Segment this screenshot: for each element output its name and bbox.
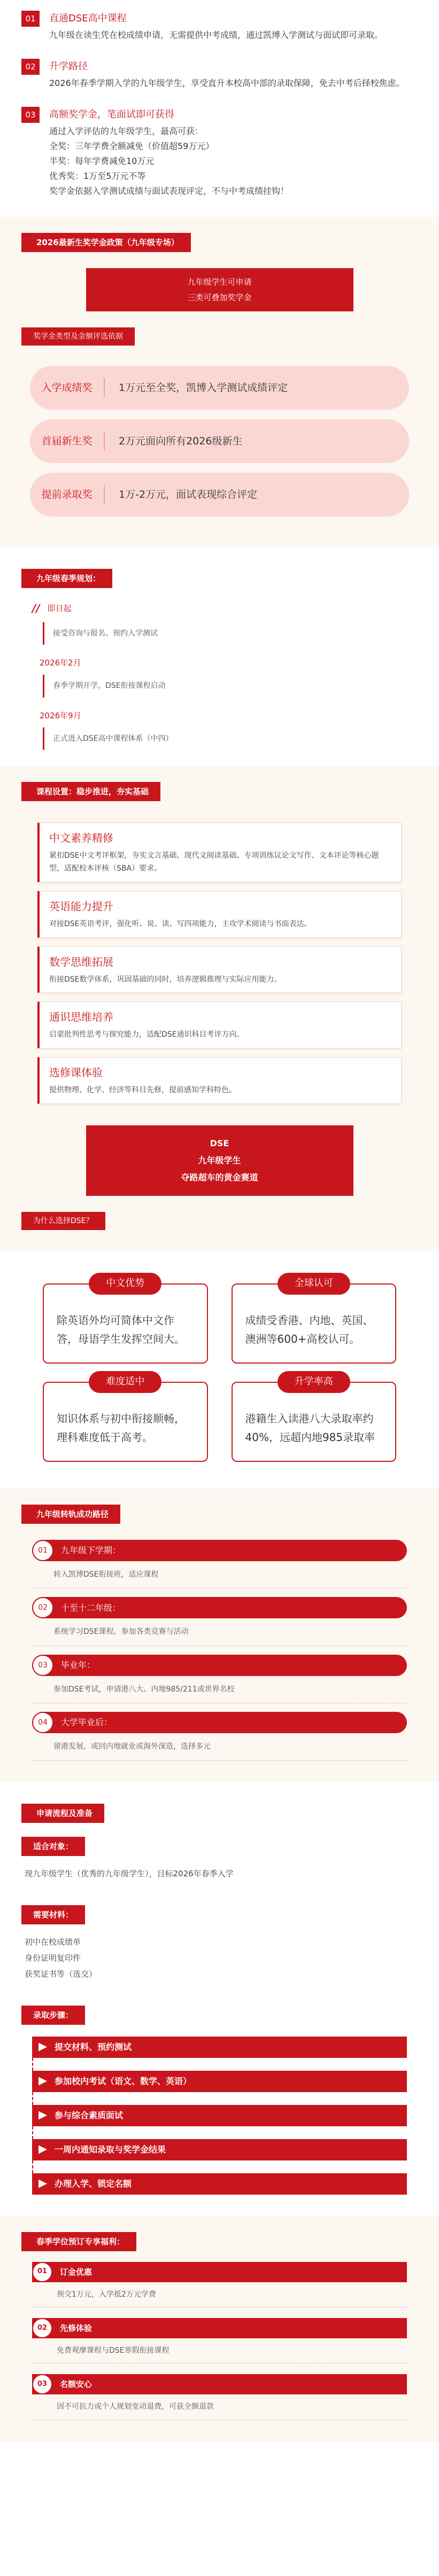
course-title: 选修课体验 bbox=[49, 1066, 103, 1079]
step-text: 参加校内考试（语文、数学、英语） bbox=[55, 2076, 192, 2086]
material-item: 获奖证书等（选交） bbox=[25, 1969, 97, 1979]
steps-tag: 录取步骤： bbox=[21, 2006, 85, 2025]
item-desc: 2026年春季学期入学的九年级学生，享受直升本校高中部的录取保障，免去中考后择校焦虑。 bbox=[49, 78, 405, 88]
timeline-date bbox=[32, 709, 407, 722]
benefit-desc: 因不可抗力或个人规划变动退费，可获全额退款 bbox=[32, 2394, 407, 2420]
date-label: 2026年2月 bbox=[40, 658, 81, 668]
item-desc: 通过入学评估的九年级学生，最高可获： bbox=[49, 126, 204, 136]
policy-section bbox=[0, 217, 439, 547]
path-head bbox=[32, 1655, 407, 1676]
advantages-grid bbox=[0, 1273, 439, 1473]
step-connector bbox=[32, 2160, 407, 2173]
courses-section bbox=[0, 766, 439, 1251]
path-item bbox=[32, 1712, 407, 1760]
pill-label: 入学成绩奖 bbox=[30, 378, 105, 397]
apply-banner: 申请流程及准备 bbox=[21, 1804, 104, 1823]
timeline-banner: 九年级春季规划： bbox=[21, 569, 112, 588]
step-connector bbox=[32, 2092, 407, 2105]
date-label: 即日起 bbox=[47, 604, 72, 613]
timeline-text: 接受咨询与报名、预约入学测试 bbox=[43, 622, 407, 645]
advantage-title: 难度适中 bbox=[89, 1371, 161, 1393]
path-title: 毕业年： bbox=[61, 1659, 96, 1670]
item-title: 高额奖学金，笔面试即可获得 bbox=[49, 109, 174, 120]
policy-line: 九年级学生可申请 bbox=[187, 277, 252, 287]
path-item bbox=[32, 1540, 407, 1588]
courses-banner: 课程设置：稳步推进，夯实基础 bbox=[21, 782, 160, 801]
course-title: 中文素养精修 bbox=[49, 832, 113, 845]
benefit-title: 名额安心 bbox=[60, 2379, 93, 2390]
target-text: 现九年级学生（优秀的九年级学生），目标2026年春季入学 bbox=[25, 1868, 234, 1878]
advantage-text: 除英语外均可简体中文作答，母语学生发挥空间大。 bbox=[57, 1313, 185, 1345]
advantage-text: 港籍生入读港八大录取率约40%，远超内地985录取率 bbox=[245, 1412, 375, 1444]
course-desc: 衔接DSE数学体系，巩固基础的同时，培养逻辑推理与实际应用能力。 bbox=[49, 975, 282, 984]
steps-block bbox=[21, 2006, 418, 2025]
benefit-item bbox=[32, 2262, 407, 2307]
materials-tag: 需要材料： bbox=[21, 1905, 85, 1924]
path-desc: 系统学习DSE课程，参加各类竞赛与活动 bbox=[32, 1618, 407, 1646]
scholarship-pill bbox=[30, 473, 409, 516]
timeline-text: 正式进入DSE高中课程体系（中四） bbox=[43, 727, 407, 750]
timeline bbox=[0, 600, 439, 750]
timeline-text: 春季学期开学，DSE衔接课程启动 bbox=[43, 675, 407, 697]
step-item bbox=[32, 2139, 407, 2160]
advantage-title: 升学率高 bbox=[278, 1371, 350, 1393]
target-tag: 适合对象： bbox=[21, 1837, 85, 1856]
top-item bbox=[0, 50, 439, 98]
advantage-text: 知识体系与初中衔接顺畅，理科难度低于高考。 bbox=[57, 1412, 185, 1444]
course-desc: 对接DSE英语考评，强化听、说、读、写四项能力，主攻学术阅读与书面表达。 bbox=[49, 919, 312, 928]
materials-list bbox=[21, 1924, 418, 1992]
item-number: 03 bbox=[21, 107, 40, 123]
advantage-title: 全球认可 bbox=[278, 1273, 350, 1295]
materials-block bbox=[21, 1905, 418, 1992]
advantage-card bbox=[43, 1277, 208, 1364]
scholarship-banner: 奖学金类型及金额评选依据 bbox=[21, 327, 135, 346]
item-desc: 九年级在读生凭在校成绩申请，无需提供中考成绩，通过凯博入学测试与面试即可录取。 bbox=[49, 30, 383, 40]
path-desc: 参加DSE考试，申请港八大、内地985/211或世界名校 bbox=[32, 1676, 407, 1703]
path-item bbox=[32, 1597, 407, 1646]
path-desc: 留港发展，或回内地就业或海外深造，选择多元 bbox=[32, 1733, 407, 1760]
step-text: 办理入学、锁定名额 bbox=[55, 2178, 132, 2189]
arrow-icon bbox=[38, 2180, 47, 2188]
date-label: 2026年9月 bbox=[40, 710, 81, 721]
top-list bbox=[0, 0, 439, 206]
arrow-icon bbox=[38, 2111, 47, 2120]
pill-text: 2万元面向所有2026级新生 bbox=[119, 435, 243, 447]
item-number: 01 bbox=[21, 11, 40, 27]
step-item bbox=[32, 2105, 407, 2126]
apply-section bbox=[0, 1782, 439, 2200]
pill-text: 1万-2万元，面试表现综合评定 bbox=[119, 488, 258, 500]
course-desc: 紧扣DSE中文考评框架，夯实文言基础、现代文阅读基础、专项训练议论文写作、文本评论等核心题型，适配校本评核（SBA）要求。 bbox=[49, 851, 379, 873]
path-title: 九年级下学期： bbox=[61, 1545, 121, 1556]
pill-label: 首届新生奖 bbox=[30, 432, 105, 451]
top-item bbox=[0, 98, 439, 206]
step-text: 提交材料、预约测试 bbox=[55, 2041, 132, 2052]
advantages-section bbox=[0, 1251, 439, 1489]
advantage-title: 中文优势 bbox=[89, 1273, 161, 1295]
path-section bbox=[0, 1489, 439, 1782]
benefit-number: 02 bbox=[32, 2318, 52, 2338]
step-connector bbox=[32, 2126, 407, 2139]
course-title: 数学思维拓展 bbox=[49, 955, 113, 968]
advantage-card bbox=[232, 1277, 397, 1364]
why-dse-banner: 为什么选择DSE？ bbox=[21, 1212, 105, 1230]
path-number: 02 bbox=[32, 1597, 53, 1618]
path-desc: 转入凯博DSE衔接班，适应课程 bbox=[32, 1561, 407, 1588]
path-head bbox=[32, 1712, 407, 1733]
dse-line: DSE bbox=[210, 1138, 229, 1148]
path-number: 03 bbox=[32, 1655, 53, 1676]
advantage-card bbox=[232, 1375, 397, 1462]
pill-label: 提前录取奖 bbox=[30, 485, 105, 504]
benefit-title: 订金优惠 bbox=[60, 2267, 93, 2277]
course-card bbox=[37, 1057, 402, 1104]
benefit-desc: 免费观摩课程与DSE寒假衔接课程 bbox=[32, 2338, 407, 2363]
pill-text: 1万元至全奖，凯博入学测试成绩评定 bbox=[119, 381, 288, 394]
timeline-date bbox=[32, 600, 407, 617]
benefits-banner: 春季学位预订专享福利： bbox=[21, 2232, 136, 2251]
policy-box bbox=[86, 268, 353, 311]
advantage-text: 成绩受香港、内地、英国、澳洲等600+高校认可。 bbox=[245, 1313, 374, 1345]
course-desc: 启蒙批判性思考与探究能力，适配DSE通识科目考评方向。 bbox=[49, 1030, 244, 1039]
dse-box bbox=[86, 1125, 353, 1196]
step-connector bbox=[32, 2058, 407, 2071]
step-text: 一周内通知录取与奖学金结果 bbox=[55, 2144, 166, 2155]
step-item bbox=[32, 2037, 407, 2058]
scholarship-pill bbox=[30, 419, 409, 463]
benefit-item bbox=[32, 2374, 407, 2420]
item-title: 升学路径 bbox=[49, 61, 88, 72]
benefit-head bbox=[32, 2374, 407, 2394]
benefit-head bbox=[32, 2318, 407, 2338]
dse-line: 九年级学生 bbox=[198, 1155, 241, 1165]
advantage-card bbox=[43, 1375, 208, 1462]
step-item bbox=[32, 2173, 407, 2195]
item-number: 02 bbox=[21, 59, 40, 75]
course-title: 英语能力提升 bbox=[49, 899, 113, 913]
course-title: 通识思维培养 bbox=[49, 1011, 113, 1024]
benefit-item bbox=[32, 2318, 407, 2363]
arrow-icon bbox=[38, 2146, 47, 2154]
policy-line: 三类可叠加奖学金 bbox=[187, 292, 252, 302]
step-item bbox=[32, 2071, 407, 2092]
item-desc: 奖学金依据入学测试成绩与面试表现评定，不与中考成绩挂钩！ bbox=[49, 186, 289, 196]
dse-line: 夺路超车的黄金赛道 bbox=[181, 1172, 258, 1183]
path-title: 大学毕业后： bbox=[61, 1717, 113, 1728]
course-card bbox=[37, 823, 402, 882]
scholarship-pill bbox=[30, 366, 409, 410]
arrow-icon bbox=[38, 2077, 47, 2086]
path-number: 01 bbox=[32, 1540, 53, 1561]
benefit-number: 01 bbox=[32, 2262, 52, 2282]
path-number: 04 bbox=[32, 1712, 53, 1733]
path-title: 十至十二年级： bbox=[61, 1602, 121, 1613]
course-card bbox=[37, 1001, 402, 1048]
benefit-desc: 预交1万元，入学抵2万元学费 bbox=[32, 2282, 407, 2307]
benefit-number: 03 bbox=[32, 2374, 52, 2394]
item-desc: 优秀奖：1万至5万元不等 bbox=[49, 171, 146, 181]
top-item bbox=[0, 2, 439, 50]
course-card bbox=[37, 891, 402, 938]
material-item: 身份证明复印件 bbox=[25, 1953, 81, 1963]
benefit-title: 先修体验 bbox=[60, 2323, 93, 2333]
benefit-head bbox=[32, 2262, 407, 2282]
material-item: 初中在校成绩单 bbox=[25, 1937, 81, 1947]
arrow-icon bbox=[38, 2043, 47, 2052]
item-desc: 全奖：三年学费全额减免（价值超59万元） bbox=[49, 141, 214, 151]
item-desc: 半奖：每年学费减免10万元 bbox=[49, 156, 155, 166]
path-item bbox=[32, 1655, 407, 1703]
timeline-section bbox=[0, 547, 439, 766]
course-desc: 提供物理、化学、经济等科目先修，提前感知学科特色。 bbox=[49, 1086, 236, 1095]
path-head bbox=[32, 1597, 407, 1618]
item-title: 直通DSE高中课程 bbox=[49, 13, 127, 24]
timeline-date bbox=[32, 656, 407, 669]
path-head bbox=[32, 1540, 407, 1561]
slash-icon: // bbox=[32, 602, 40, 615]
path-banner: 九年级转轨成功路径 bbox=[21, 1505, 120, 1524]
policy-banner: 2026最新生奖学金政策（九年级专场） bbox=[21, 233, 191, 252]
step-text: 参与综合素质面试 bbox=[55, 2110, 124, 2120]
target-block bbox=[21, 1837, 418, 1891]
benefits-section bbox=[0, 2216, 439, 2441]
course-card bbox=[37, 946, 402, 993]
